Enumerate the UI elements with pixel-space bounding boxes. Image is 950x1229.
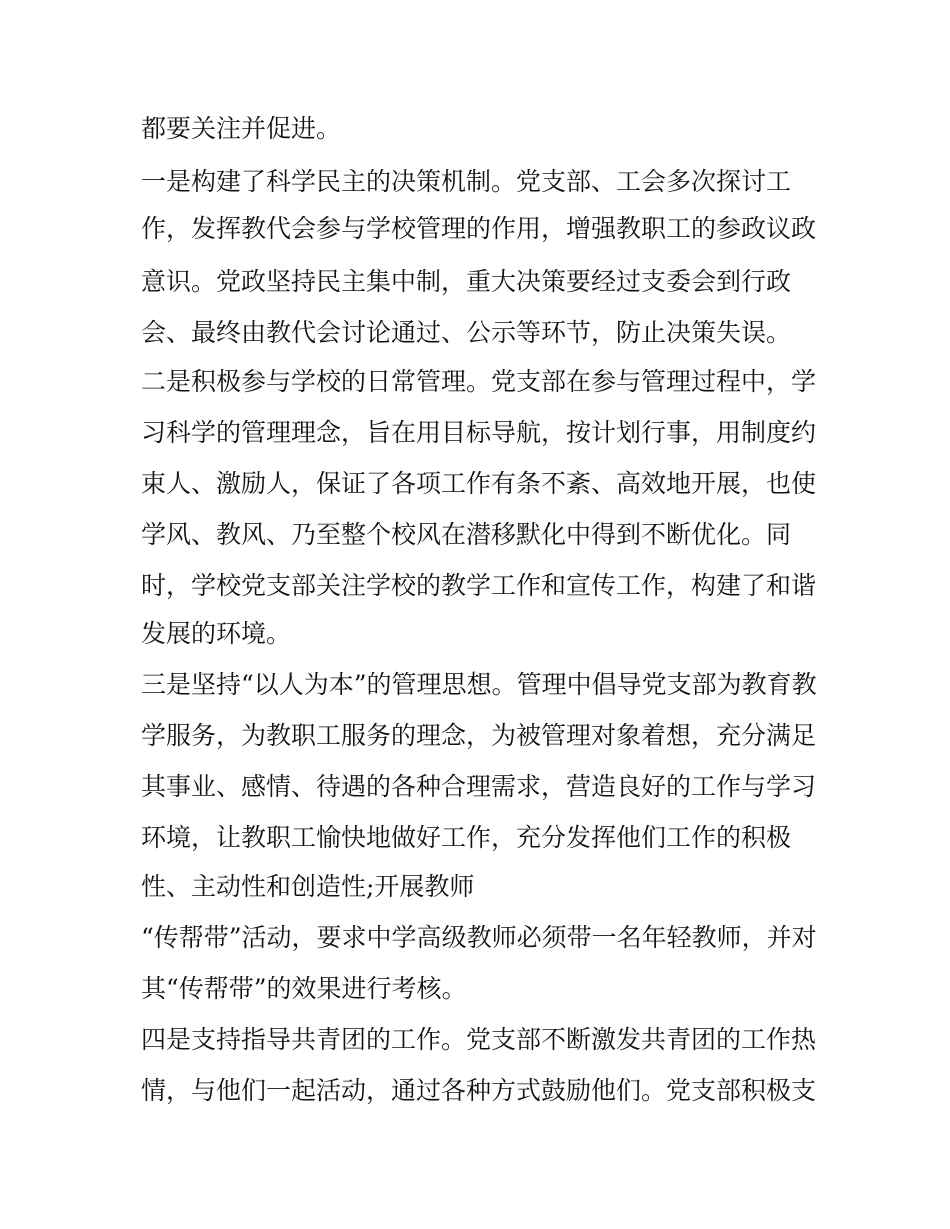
text-line: 一是构建了科学民主的决策机制。党支部、工会多次探讨工 <box>141 167 792 196</box>
text-line: 学风、教风、乃至整个校风在潜移默化中得到不断优化。同 <box>141 520 792 549</box>
text-line: 束人、激励人，保证了各项工作有条不紊、高效地开展，也使 <box>141 469 817 498</box>
text-line: 其“传帮带”的效果进行考核。 <box>141 974 467 1003</box>
text-line: 习科学的管理理念，旨在用目标导航，按计划行事，用制度约 <box>141 418 817 447</box>
text-line: 三是坚持“以人为本”的管理思想。管理中倡导党支部为教育教 <box>141 670 817 699</box>
text-line: 二是积极参与学校的日常管理。党支部在参与管理过程中，学 <box>141 367 817 396</box>
text-line: 时，学校党支部关注学校的教学工作和宣传工作，构建了和谐 <box>141 571 817 600</box>
text-line: 情，与他们一起活动，通过各种方式鼓励他们。党支部积极支 <box>141 1076 817 1105</box>
text-line: 意识。党政坚持民主集中制，重大决策要经过支委会到行政 <box>141 267 792 296</box>
text-line: 会、最终由教代会讨论通过、公示等环节，防止决策失误。 <box>141 318 792 347</box>
text-line: 学服务，为教职工服务的理念，为被管理对象着想，充分满足 <box>141 721 817 750</box>
text-line: 性、主动性和创造性;开展教师 <box>141 872 475 901</box>
text-line: “传帮带”活动，要求中学高级教师必须带一名年轻教师，并对 <box>141 923 817 952</box>
text-line: 其事业、感情、待遇的各种合理需求，营造良好的工作与学习 <box>141 772 817 801</box>
text-line: 发展的环境。 <box>141 619 292 648</box>
text-line: 四是支持指导共青团的工作。党支部不断激发共青团的工作热 <box>141 1025 817 1054</box>
text-line: 环境，让教职工愉快地做好工作，充分发挥他们工作的积极 <box>141 823 792 852</box>
text-line: 都要关注并促进。 <box>141 114 342 143</box>
text-line: 作，发挥教代会参与学校管理的作用，增强教职工的参政议政 <box>141 214 817 243</box>
